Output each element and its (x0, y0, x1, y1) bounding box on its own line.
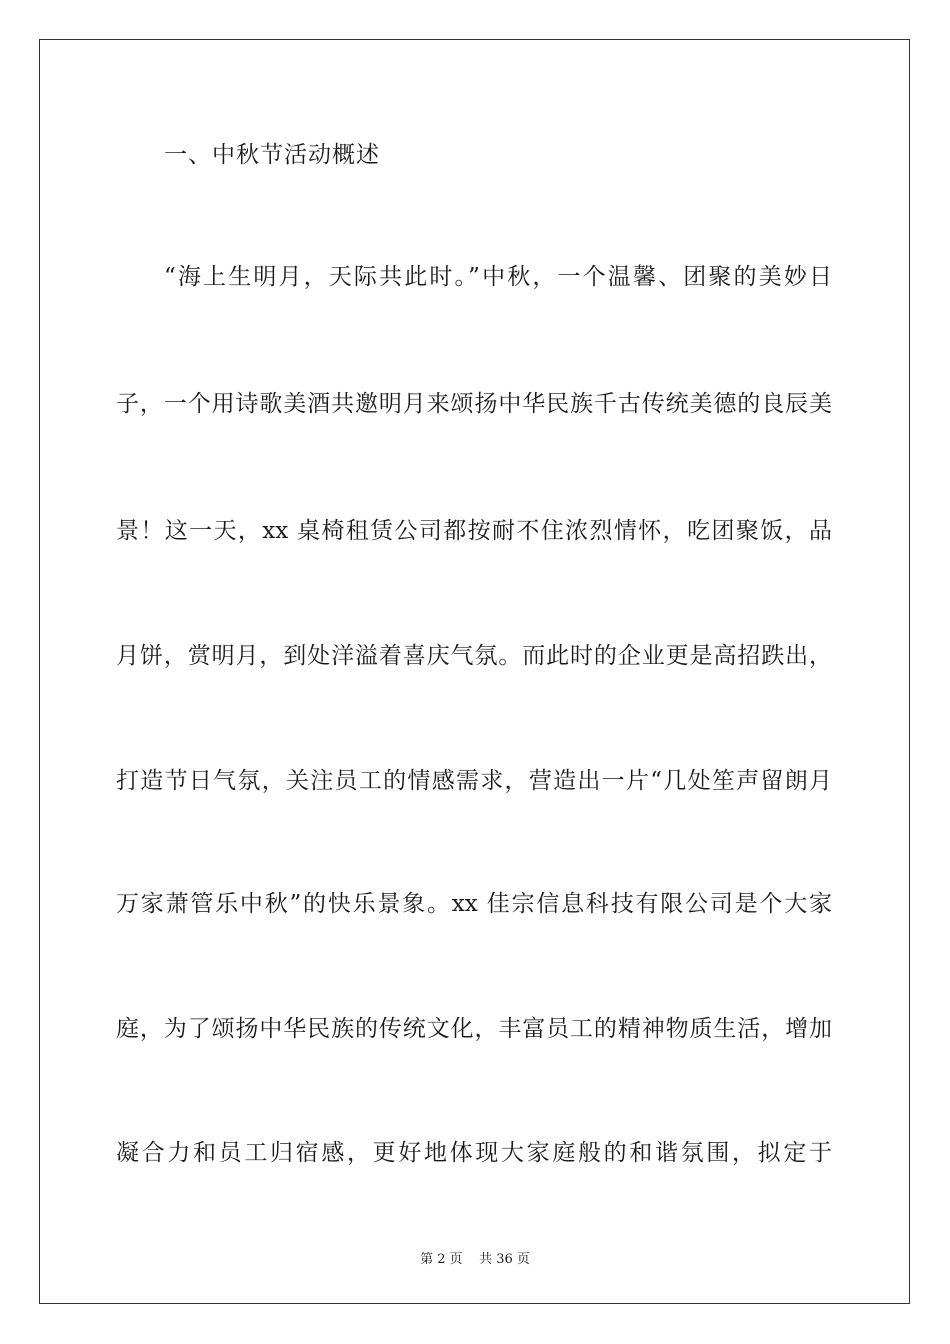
paragraph-line: 打造节日气氛，关注员工的情感需求，营造出一片“几处笙声留朗月 (116, 768, 832, 794)
section-heading: 一、中秋节活动概述 (164, 142, 380, 168)
paragraph-line: 子，一个用诗歌美酒共邀明月来颂扬中华民族千古传统美德的良辰美 (116, 391, 832, 417)
paragraph-line: 万家萧管乐中秋”的快乐景象。xx 佳宗信息科技有限公司是个大家 (116, 891, 832, 917)
page-footer: 第 2 页 共 36 页 (420, 1252, 530, 1267)
paragraph-line: 月饼，赏明月，到处洋溢着喜庆气氛。而此时的企业更是高招跌出， (116, 643, 832, 669)
paragraph-line: 景！这一天，xx 桌椅租赁公司都按耐不住浓烈情怀，吃团聚饭，品 (116, 518, 832, 544)
paragraph-line: 庭，为了颂扬中华民族的传统文化，丰富员工的精神物质生活，增加 (116, 1016, 832, 1042)
paragraph-line: 凝合力和员工归宿感，更好地体现大家庭般的和谐氛围，拟定于 (116, 1140, 832, 1166)
page-frame (39, 39, 910, 1304)
paragraph-line: “海上生明月，天际共此时。”中秋，一个温馨、团聚的美妙日 (164, 264, 832, 290)
